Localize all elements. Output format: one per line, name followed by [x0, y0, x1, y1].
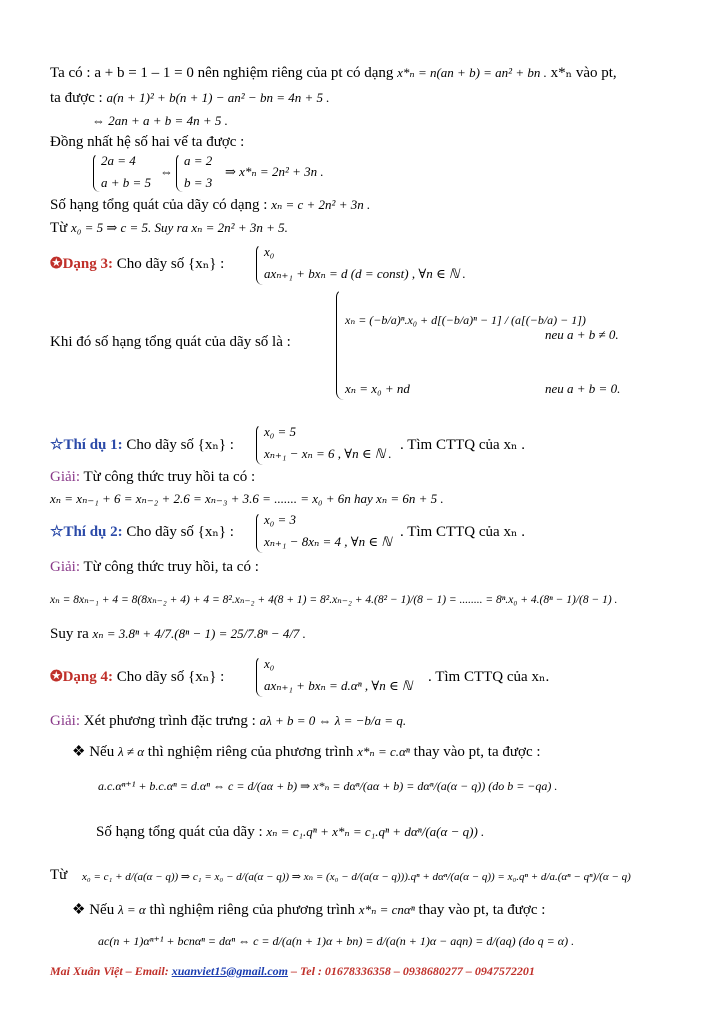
star-outline-icon: ☆ [50, 524, 64, 540]
page-footer [50, 964, 535, 979]
case1-general-lead: Số hạng tổng quát của dãy : [96, 824, 263, 840]
case2-text: thì nghiệm riêng của phương trình [149, 902, 356, 918]
system-brace [93, 153, 100, 192]
example2-title: Thí dụ 2: [63, 524, 123, 540]
solution2-derivation: xₙ = 8xₙ₋₁ + 4 = 8(8xₙ₋₂ + 4) + 4 = 8².xₙ₋₂ + 4(8 + 1) = 8².xₙ₋₂ + 4.(8² − 1)/(8 − 1) = ........ = 8ⁿ.x₀ + 4.(8ⁿ − 1)/(8 − 1) . [50, 594, 618, 606]
system-sol-2: b = 3 [184, 175, 213, 190]
system-sol-1: a = 2 [184, 153, 213, 168]
dang4-init: x₀ [264, 656, 275, 671]
case2-lead: Nếu [89, 902, 115, 918]
intro-text: Ta có : a + b = 1 – 1 = 0 nên nghiệm riêng của pt có dạng [50, 65, 394, 81]
characteristic-equation: aλ + b = 0 ⇔ λ = −b/a = q. [259, 713, 407, 728]
dang3-case-brace [336, 289, 345, 400]
dang3-init: x₀ [264, 244, 275, 259]
dang4-recurrence: axₙ₊₁ + bxₙ = d.αⁿ , ∀n ∈ ℕ [264, 678, 413, 693]
case1-general-line [96, 823, 484, 841]
general-term-text: Số hạng tổng quát của dãy có dạng : [50, 197, 268, 213]
intro-text-end: x*ₙ vào pt, [550, 65, 617, 81]
case2-end: thay vào pt, ta được : [418, 902, 546, 918]
dang4-brace [256, 656, 263, 697]
example1-text: Cho dãy số {xₙ} : [126, 437, 234, 453]
we-get-text: ta được : [50, 90, 103, 106]
star-outline-icon: ☆ [50, 437, 64, 453]
dang3-formula-lead: Khi đó số hạng tổng quát của dãy số là : [50, 334, 291, 350]
example2-text: Cho dãy số {xₙ} : [126, 524, 234, 540]
example2-recurrence: xₙ₊₁ − 8xₙ = 4 , ∀n ∈ ℕ [264, 534, 392, 549]
suy-ra-text: Suy ra [50, 626, 89, 642]
dang3-recurrence: axₙ₊₁ + bxₙ = d (d = const) , ∀n ∈ ℕ . [264, 266, 466, 281]
solution2-result-line [50, 625, 306, 643]
case1-line [72, 743, 541, 761]
particular-solution: ⇒ x*ₙ = 2n² + 3n . [225, 164, 324, 179]
solution4-line [50, 712, 406, 730]
example1-brace [256, 424, 263, 465]
dang3-heading [50, 255, 224, 273]
substituted-equation: a(n + 1)² + b(n + 1) − an² − bn = 4n + 5 . [106, 90, 330, 105]
dang4-end: . Tìm CTTQ của xₙ. [428, 669, 550, 685]
dang3-case2-cond: neu a + b = 0. [545, 381, 621, 396]
solution4-text: Xét phương trình đặc trưng : [83, 713, 256, 729]
bullet-diamond-icon: ❖ [72, 902, 86, 918]
example1-init: x₀ = 5 [264, 424, 297, 439]
system-eq-2: a + b = 5 [101, 175, 152, 190]
solution1-text: Từ công thức truy hồi ta có : [83, 469, 256, 485]
text-line-6 [50, 196, 370, 214]
example1-title: Thí dụ 1: [63, 437, 123, 453]
solution-label: Giải: [50, 559, 80, 575]
dang3-text: Cho dãy số {xₙ} : [116, 256, 225, 272]
solution1-derivation: xₙ = xₙ₋₁ + 6 = xₙ₋₂ + 2.6 = xₙ₋₃ + 3.6 = ....... = x₀ + 6n hay xₙ = 6n + 5 . [50, 491, 444, 506]
dang3-brace [256, 244, 263, 285]
text-line-3 [92, 112, 228, 130]
text-line-4: Đồng nhất hệ số hai vế ta được : [50, 134, 245, 150]
solution2-text: Từ công thức truy hồi, ta có : [83, 559, 259, 575]
dang3-case2: xₙ = x₀ + nd [345, 381, 410, 396]
solution-label: Giải: [50, 713, 80, 729]
solution1-line [50, 468, 255, 486]
footer-email-link[interactable]: xuanviet15@gmail.com [171, 964, 289, 978]
text-line-1 [50, 64, 617, 82]
dang3-case1-cond: neu a + b ≠ 0. [545, 327, 619, 342]
example2-brace [256, 512, 263, 553]
example2-heading [50, 523, 234, 541]
system-brace-2 [176, 153, 183, 192]
particular-solution-form: x*ₙ = n(an + b) = an² + bn . [397, 65, 547, 80]
simplified-equation: ⇔ 2an + a + b = 4n + 5 . [92, 113, 228, 128]
dang4-title: Dạng 4: [62, 669, 113, 685]
star-icon: ✪ [50, 256, 63, 272]
case1-end: thay vào pt, ta được : [413, 744, 541, 760]
case1-text: thì nghiệm riêng của phương trình [147, 744, 354, 760]
case1-condition: λ ≠ α [117, 744, 145, 759]
solution2-line [50, 558, 259, 576]
case1-equation: a.c.αⁿ⁺¹ + b.c.αⁿ = d.αⁿ ⇔ c = d/(aα + b) ⇒ x*ₙ = dαⁿ/(aα + b) = dαⁿ/(a(α − q)) (do b = −qa) . [98, 779, 558, 793]
from-line [50, 866, 67, 884]
example2-init: x₀ = 3 [264, 512, 297, 527]
text-line-7 [50, 219, 288, 237]
from-lead: Từ [50, 867, 68, 883]
footer-phones: – Tel : 01678336358 – 0938680277 – 0947572201 [291, 964, 535, 978]
case2-form: x*ₙ = cnαⁿ [358, 902, 415, 917]
general-term-form: xₙ = c + 2n² + 3n . [271, 197, 371, 212]
dang3-case1-formula: xₙ = (−b/a)ⁿ.x₀ + d[(−b/a)ⁿ − 1] / (a[(−b/a) − 1]) [345, 313, 586, 327]
text-line-2 [50, 89, 330, 107]
case1-lead: Nếu [89, 744, 115, 760]
bullet-diamond-icon: ❖ [72, 744, 86, 760]
dang4-text: Cho dãy số {xₙ} : [116, 669, 225, 685]
system-eq-1: 2a = 4 [101, 153, 136, 168]
example2-end: . Tìm CTTQ của xₙ . [400, 524, 525, 540]
equivalence-arrow: ⇔ [160, 164, 173, 179]
dang3-title: Dạng 3: [62, 256, 113, 272]
footer-author: Mai Xuân Việt – Email: [50, 964, 169, 978]
solution2-result: xₙ = 3.8ⁿ + 4/7.(8ⁿ − 1) = 25/7.8ⁿ − 4/7 . [92, 626, 306, 641]
case2-line [72, 901, 545, 919]
from-equation: x₀ = c₁ + d/(a(α − q)) ⇒ c₁ = x₀ − d/(a(α − q)) ⇒ xₙ = (x₀ − d/(a(α − q))).qⁿ + dαⁿ/(a(α − q)) = x₀.qⁿ + d/a.(αⁿ − qⁿ)/(α − q) [82, 871, 631, 883]
example1-heading [50, 436, 234, 454]
star-icon: ✪ [50, 669, 63, 685]
from-text: Từ [50, 220, 68, 236]
final-result: x₀ = 5 ⇒ c = 5. Suy ra xₙ = 2n² + 3n + 5. [71, 220, 288, 235]
example1-end: . Tìm CTTQ của xₙ . [400, 437, 525, 453]
case1-form: x*ₙ = c.αⁿ [357, 744, 410, 759]
case1-general: xₙ = c₁.qⁿ + x*ₙ = c₁.qⁿ + dαⁿ/(a(α − q)) . [266, 824, 485, 839]
dang4-heading [50, 668, 224, 686]
solution-label: Giải: [50, 469, 80, 485]
case2-condition: λ = α [117, 902, 146, 917]
case2-equation: ac(n + 1)αⁿ⁺¹ + bcnαⁿ = dαⁿ ⇔ c = d/(a(n + 1)α + bn) = d/(a(n + 1)α − aqn) = d/(aq) (do q = α) . [98, 934, 575, 948]
example1-recurrence: xₙ₊₁ − xₙ = 6 , ∀n ∈ ℕ . [264, 446, 392, 461]
